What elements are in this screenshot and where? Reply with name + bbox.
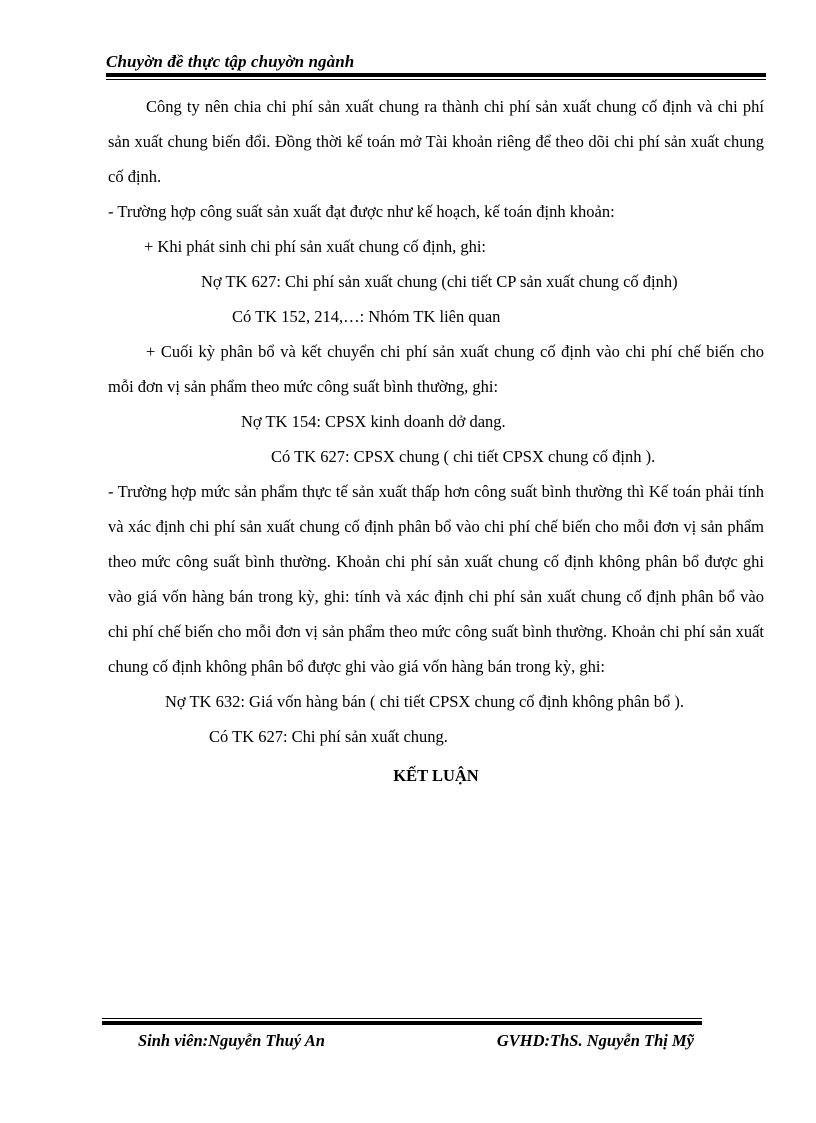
entry2-debit: Nợ TK 154: CPSX kinh doanh dở dang.: [241, 412, 506, 431]
conclusion-heading: KẾT LUẬN: [393, 766, 479, 785]
entry2-credit: Có TK 627: CPSX chung ( chi tiết CPSX chung cố định ).: [271, 447, 656, 466]
case1-step1: + Khi phát sinh chi phí sản xuất chung cố định, ghi:: [144, 237, 487, 256]
entry1-credit: Có TK 152, 214,…: Nhóm TK liên quan: [232, 307, 501, 326]
entry1-debit: Nợ TK 627: Chi phí sản xuất chung (chi tiết CP sản xuất chung cố định): [201, 272, 678, 291]
header-title: Chuyờn đề thực tập chuyờn ngành: [106, 52, 355, 71]
entry3-credit: Có TK 627: Chi phí sản xuất chung.: [209, 727, 448, 746]
case2-paragraph: - Trường hợp mức sản phẩm thực tế sản xuất thấp hơn công suất bình thường thì Kế toán phải tính và xác định chi phí sản xuất chung cố định phân bổ vào chi phí chế biến cho mỗi đơn vị sản phẩm theo mức công suất bình thường. Khoản chi phí sản xuất chung cố định không phân bổ được ghi vào giá vốn hàng bán trong kỳ, ghi: tính và xác định chi phí sản xuất chung cố định phân bổ vào chi phí chế biến cho mỗi đơn vị sản phẩm theo mức công suất bình thường. Khoản chi phí sản xuất chung cố định không phân bổ được ghi vào giá vốn hàng bán trong kỳ, ghi:: [108, 482, 764, 676]
entry3-debit: Nợ TK 632: Giá vốn hàng bán ( chi tiết CPSX chung cố định không phân bổ ).: [165, 692, 684, 711]
header-rule-thick: [106, 73, 766, 77]
footer-advisor: GVHD:ThS. Nguyễn Thị Mỹ: [496, 1031, 694, 1050]
footer-rule-thin: [102, 1018, 702, 1019]
case1-intro: - Trường hợp công suất sản xuất đạt được như kế hoạch, kế toán định khoản:: [108, 202, 615, 221]
header-rule-thin: [106, 79, 766, 80]
intro-paragraph: Công ty nên chia chi phí sản xuất chung ra thành chi phí sản xuất chung cố định và chi phí sản xuất chung biến đổi. Đồng thời kế toán mở Tài khoản riêng để theo dõi chi phí sản xuất chung cố định.: [108, 97, 764, 186]
case1-step2: + Cuối kỳ phân bổ và kết chuyển chi phí sản xuất chung cố định vào chi phí chế biến cho mỗi đơn vị sản phẩm theo mức công suất bình thường, ghi:: [108, 342, 764, 396]
page-footer: [102, 1018, 702, 1058]
footer-rule-thick: [102, 1021, 702, 1025]
footer-student: Sinh viên:Nguyễn Thuý An: [138, 1031, 325, 1050]
page-header: [106, 50, 766, 80]
document-body: [108, 89, 764, 793]
